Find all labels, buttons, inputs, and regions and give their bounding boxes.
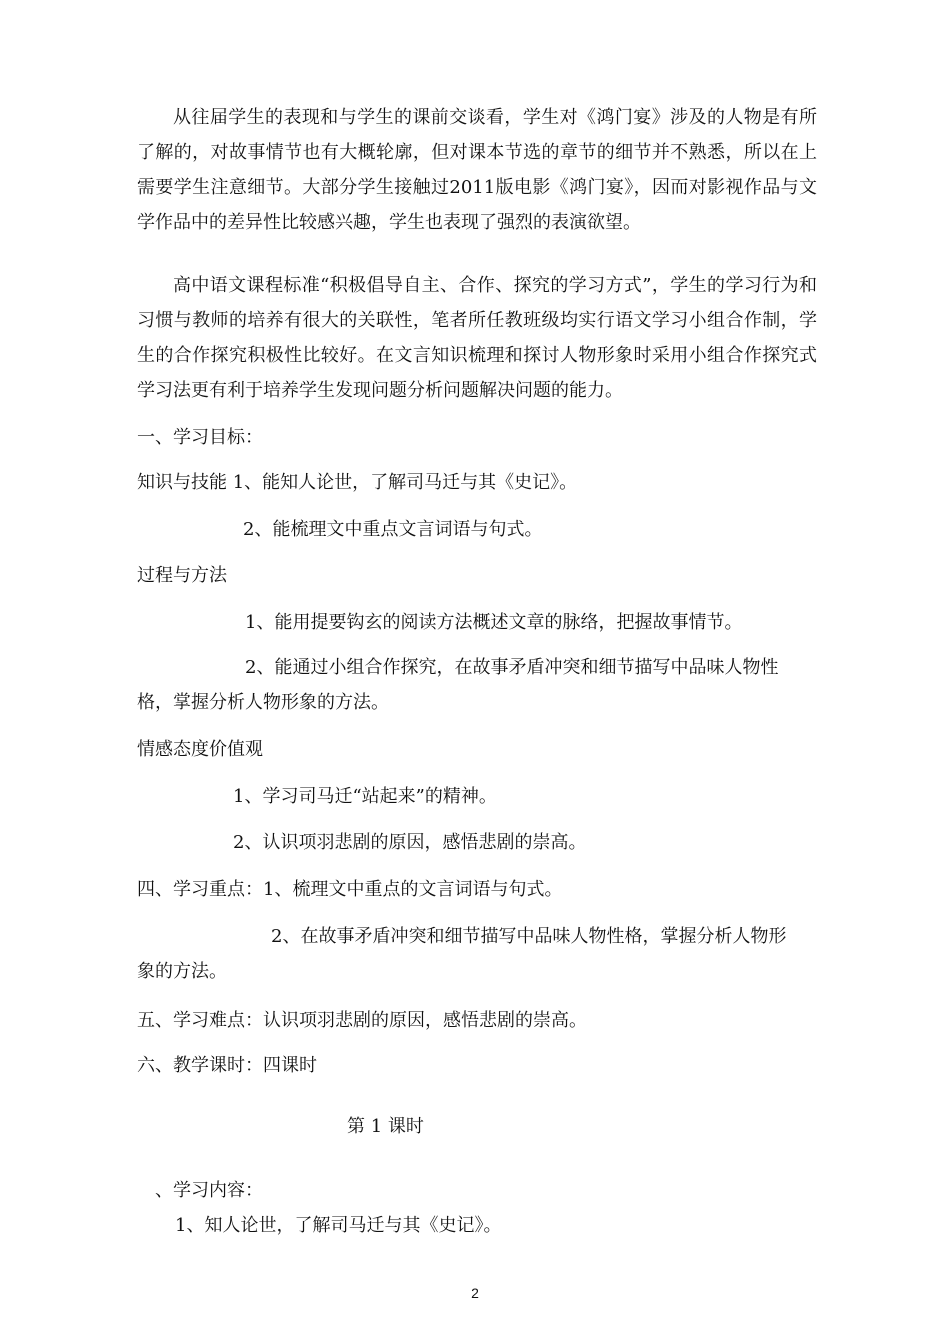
process-method-item-1: 1、能用提要钩玄的阅读方法概述文章的脉络，把握故事情节。 — [245, 612, 743, 633]
intro-paragraph-2: 高中语文课程标准“积极倡导自主、合作、探究的学习方式”，学生的学习行为和习惯与教师的培养有很大的关联性，笔者所任教班级均实行语文学习小组合作制，学生的合作探究积极性比较好。在文言知识梳理和探讨人物形象时采用小组合作探究式学习法更有利于培养学生发现问题分析问题解决问题的能力。 — [137, 275, 817, 401]
knowledge-skill-item-2: 2、能梳理文中重点文言词语与句式。 — [243, 519, 543, 540]
class-hours-line: 六、教学课时：四课时 — [137, 1055, 317, 1076]
page-number: 2 — [471, 1285, 479, 1301]
objectives-heading: 一、学习目标： — [137, 427, 263, 448]
lesson-title: 第 1 课时 — [347, 1116, 424, 1137]
knowledge-skill-item-1: 知识与技能 1、能知人论世，了解司马迁与其《史记》。 — [137, 472, 578, 493]
process-method-item-2-line-1: 2、能通过小组合作探究，在故事矛盾冲突和细节描写中品味人物性 — [245, 657, 779, 678]
intro-paragraph-1: 从往届学生的表现和与学生的课前交谈看，学生对《鸿门宴》涉及的人物是有所了解的，对故事情节也有大概轮廓，但对课本节选的章节的细节并不熟悉，所以在上需要学生注意细节。大部分学生接触过2011版电影《鸿门宴》，因而对影视作品与文学作品中的差异性比较感兴趣，学生也表现了强烈的表演欲望。 — [137, 107, 817, 233]
process-method-item-2-line-2: 格，掌握分析人物形象的方法。 — [137, 692, 389, 713]
emotion-value-item-1: 1、学习司马迁“站起来”的精神。 — [233, 786, 497, 807]
difficulty-line: 五、学习难点：认识项羽悲剧的原因，感悟悲剧的崇高。 — [137, 1010, 587, 1031]
emotion-value-item-2: 2、认识项羽悲剧的原因，感悟悲剧的崇高。 — [233, 832, 587, 853]
emotion-value-heading: 情感态度价值观 — [137, 739, 263, 760]
lesson-content-heading: 、学习内容： — [155, 1180, 263, 1201]
key-points-line-3: 象的方法。 — [137, 961, 227, 982]
process-method-heading: 过程与方法 — [137, 565, 227, 586]
key-points-line-2: 2、在故事矛盾冲突和细节描写中品味人物性格，掌握分析人物形 — [271, 926, 787, 947]
key-points-line-1: 四、学习重点：1、梳理文中重点的文言词语与句式。 — [137, 879, 563, 900]
lesson-content-item-1: 1、知人论世，了解司马迁与其《史记》。 — [175, 1215, 502, 1236]
